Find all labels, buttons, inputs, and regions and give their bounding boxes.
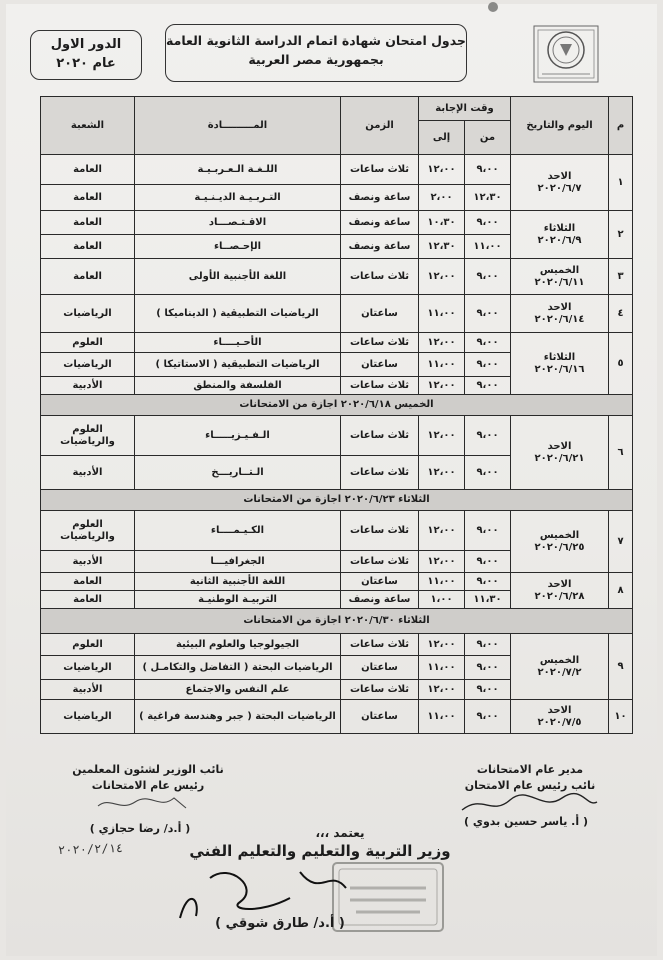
day-name: الثلاثاء (543, 223, 576, 234)
duration: ثلاث ساعات (341, 511, 419, 551)
subject: الأحـيــــاء (135, 333, 341, 353)
duration: ثلاث ساعات (341, 416, 419, 456)
table-row (41, 333, 633, 353)
time-from: ٩،٠٠ (465, 656, 511, 680)
day-date: ٢٠٢٠/٦/١١ (534, 276, 585, 288)
branch: الرياضيات (41, 700, 135, 734)
subject: التربيـة الوطنيـة (135, 591, 341, 609)
time-to: ١٢،٠٠ (419, 511, 465, 551)
duration: ساعة ونصف (341, 591, 419, 609)
time-to: ١١،٠٠ (419, 700, 465, 734)
time-to: ١١،٠٠ (419, 656, 465, 680)
duration: ساعتان (341, 700, 419, 734)
day-name: الخميس (539, 265, 580, 276)
time-from: ٩،٠٠ (465, 155, 511, 185)
table-row (41, 211, 633, 235)
time-from: ٩،٠٠ (465, 700, 511, 734)
branch: الأدبية (41, 551, 135, 573)
row-number: ٥ (609, 333, 633, 395)
time-to: ١١،٠٠ (419, 573, 465, 591)
time-to: ١٢،٠٠ (419, 634, 465, 656)
branch: العامة (41, 259, 135, 295)
branch (41, 511, 135, 551)
day-date: ٢٠٢٠/٦/٧ (537, 182, 582, 194)
holiday-note: الثلاثاء ٢٠٢٠/٦/٣٠ اجازة من الامتحانات (41, 609, 633, 634)
row-number: ١٠ (609, 700, 633, 734)
table-row (41, 155, 633, 185)
day-cell (511, 295, 609, 333)
exam-schedule-table (40, 96, 633, 734)
day-date: ٢٠٢٠/٧/٥ (537, 716, 582, 728)
day-date: ٢٠٢٠/٦/٩ (537, 234, 582, 246)
duration: ساعة ونصف (341, 211, 419, 235)
table-row (41, 511, 633, 551)
col-header-duration: الزمن (341, 97, 419, 155)
time-from: ٩،٠٠ (465, 333, 511, 353)
duration: ساعتان (341, 573, 419, 591)
duration: ساعتان (341, 295, 419, 333)
signatory-name-left: ( أ.د/ رضا حجازي ) (89, 822, 191, 835)
col-header-branch: الشعبة (41, 97, 135, 155)
holiday-note: الثلاثاء ٢٠٢٠/٦/٢٣ اجازة من الامتحانات (41, 490, 633, 511)
table-row (41, 700, 633, 734)
day-name: الاحد (547, 579, 572, 590)
day-cell (511, 211, 609, 259)
signature-block-left (48, 762, 248, 794)
holiday-note: الخميس ٢٠٢٠/٦/١٨ اجازة من الامتحانات (41, 395, 633, 416)
branch: العامة (41, 573, 135, 591)
day-cell (511, 511, 609, 573)
time-from: ٩،٠٠ (465, 377, 511, 395)
time-to: ١،٠٠ (419, 591, 465, 609)
day-name: الخميس (539, 655, 580, 666)
time-to: ١٢،٠٠ (419, 416, 465, 456)
duration: ساعتان (341, 656, 419, 680)
row-number: ٩ (609, 634, 633, 700)
time-from: ٩،٠٠ (465, 551, 511, 573)
row-number: ٢ (609, 211, 633, 259)
col-header-to: إلى (419, 121, 465, 155)
subject: الجغرافيـــا (135, 551, 341, 573)
subject: الرياضيات التطبيقية ( الاستاتيكا ) (135, 353, 341, 377)
signature-right-icon (452, 790, 602, 818)
subject: اللـغـة الـعـربـيـة (135, 155, 341, 185)
table-row (41, 634, 633, 656)
branch-line: والرياضيات (60, 530, 115, 542)
day-name: الاحد (547, 302, 572, 313)
day-name: الخميس (539, 530, 580, 541)
signatory-title: نائب رئيس عام الامتحان (464, 779, 596, 792)
col-header-subject: المـــــــــادة (135, 97, 341, 155)
day-date: ٢٠٢٠/٦/٢١ (534, 452, 585, 464)
time-to: ١٢،٠٠ (419, 333, 465, 353)
time-from: ١٢،٣٠ (465, 185, 511, 211)
day-cell (511, 700, 609, 734)
day-name: الاحد (547, 441, 572, 452)
day-cell (511, 155, 609, 211)
time-to: ١٠،٣٠ (419, 211, 465, 235)
duration: ثلاث ساعات (341, 456, 419, 490)
duration: ثلاث ساعات (341, 680, 419, 700)
branch-line: العلوم (72, 424, 103, 435)
duration: ثلاث ساعات (341, 155, 419, 185)
branch: العامة (41, 591, 135, 609)
exam-year: عام ٢٠٢٠ (56, 56, 116, 71)
time-from: ١١،٠٠ (465, 235, 511, 259)
time-to: ١٢،٠٠ (419, 456, 465, 490)
table-row (41, 259, 633, 295)
subject: الـفـيـزيـــــاء (135, 416, 341, 456)
subject: الرياضيات البحتة ( التفاضل والتكامـل ) (135, 656, 341, 680)
time-to: ١٢،٣٠ (419, 235, 465, 259)
row-number: ٦ (609, 416, 633, 490)
subject: اللغة الأجنبية الأولى (135, 259, 341, 295)
time-to: ٢،٠٠ (419, 185, 465, 211)
signatory-title: رئيس عام الامتحانات (91, 779, 205, 792)
time-to: ١٢،٠٠ (419, 377, 465, 395)
row-number: ٣ (609, 259, 633, 295)
branch: الأدبية (41, 680, 135, 700)
table-row (41, 573, 633, 591)
branch: الأدبية (41, 377, 135, 395)
duration: ثلاث ساعات (341, 634, 419, 656)
col-header-day: اليوم والتاريخ (511, 97, 609, 155)
day-cell (511, 416, 609, 490)
branch: العامة (41, 235, 135, 259)
signatory-title: مدير عام الامتحانات (476, 763, 584, 776)
time-to: ١١،٠٠ (419, 353, 465, 377)
handwritten-date: ٢٠٢٠/٢/١٤ (57, 840, 124, 858)
branch: العامة (41, 185, 135, 211)
branch: الرياضيات (41, 656, 135, 680)
time-from: ٩،٠٠ (465, 680, 511, 700)
day-date: ٢٠٢٠/٦/١٤ (534, 313, 585, 325)
day-date: ٢٠٢٠/٦/١٦ (534, 363, 585, 375)
time-to: ١١،٠٠ (419, 295, 465, 333)
time-from: ٩،٠٠ (465, 511, 511, 551)
signatory-title: نائب الوزير لشئون المعلمين (72, 763, 224, 776)
day-name: الاحد (547, 171, 572, 182)
branch: الأدبية (41, 456, 135, 490)
time-from: ٩،٠٠ (465, 416, 511, 456)
document-title: جدول امتحان شهادة اتمام الدراسة الثانوية العامة (166, 33, 466, 48)
table-row (41, 416, 633, 456)
signatory-name-right: ( أ. ياسر حسين بدوي ) (464, 815, 588, 828)
row-number: ٨ (609, 573, 633, 609)
branch: العلوم (41, 634, 135, 656)
branch: الرياضيات (41, 295, 135, 333)
subject: الرياضيات التطبيقية ( الديناميكا ) (135, 295, 341, 333)
duration: ثلاث ساعات (341, 259, 419, 295)
subject: الاقـتـصـــاد (135, 211, 341, 235)
subject: الكـيـمــــاء (135, 511, 341, 551)
time-from: ٩،٠٠ (465, 573, 511, 591)
time-to: ١٢،٠٠ (419, 259, 465, 295)
col-header-answer-time: وقت الإجابة (419, 97, 511, 121)
exam-round: الدور الاول (50, 37, 122, 52)
subject: الإحـصــاء (135, 235, 341, 259)
branch: العامة (41, 155, 135, 185)
subject: الرياضيات البحتة ( جبر وهندسة فراغية ) (135, 700, 341, 734)
time-from: ١١،٣٠ (465, 591, 511, 609)
time-from: ٩،٠٠ (465, 295, 511, 333)
time-from: ٩،٠٠ (465, 353, 511, 377)
day-date: ٢٠٢٠/٦/٢٥ (534, 541, 585, 553)
branch: العلوم (41, 333, 135, 353)
subject: الجيولوجيا والعلوم البيئية (135, 634, 341, 656)
minister-title: وزير التربية والتعليم والتعليم الفني (189, 842, 451, 860)
approval-label: يعتمد ،،، (315, 826, 365, 840)
duration: ثلاث ساعات (341, 377, 419, 395)
day-name: الاحد (547, 705, 572, 716)
time-to: ١٢،٠٠ (419, 155, 465, 185)
duration: ساعة ونصف (341, 185, 419, 211)
row-number: ٧ (609, 511, 633, 573)
time-from: ٩،٠٠ (465, 211, 511, 235)
staple-pin (488, 2, 498, 12)
time-to: ١٢،٠٠ (419, 551, 465, 573)
subject: الفلسفة والمنطق (135, 377, 341, 395)
time-from: ٩،٠٠ (465, 456, 511, 490)
row-number: ١ (609, 155, 633, 211)
col-header-from: من (465, 121, 511, 155)
branch: العامة (41, 211, 135, 235)
subject: الـتــاريـــخ (135, 456, 341, 490)
day-cell (511, 573, 609, 609)
table-row (41, 295, 633, 333)
minister-name: ( أ.د/ طارق شوقي ) (215, 916, 345, 931)
duration: ثلاث ساعات (341, 551, 419, 573)
ministry-logo-icon (498, 4, 610, 88)
duration: ساعتان (341, 353, 419, 377)
branch-line: العلوم (72, 519, 103, 530)
day-cell (511, 634, 609, 700)
duration: ثلاث ساعات (341, 333, 419, 353)
col-header-num: م (609, 97, 633, 155)
subject: اللغة الأجنبية الثانية (135, 573, 341, 591)
day-date: ٢٠٢٠/٦/٢٨ (534, 590, 585, 602)
day-name: الثلاثاء (543, 352, 576, 363)
subject: علم النفس والاجتماع (135, 680, 341, 700)
time-to: ١٢،٠٠ (419, 680, 465, 700)
document-subtitle: بجمهورية مصر العربية (248, 52, 384, 67)
day-date: ٢٠٢٠/٧/٢ (537, 666, 582, 678)
holiday-row (41, 609, 633, 634)
holiday-row (41, 395, 633, 416)
time-from: ٩،٠٠ (465, 634, 511, 656)
holiday-row (41, 490, 633, 511)
branch-line: والرياضيات (60, 435, 115, 447)
branch: الرياضيات (41, 353, 135, 377)
time-from: ٩،٠٠ (465, 259, 511, 295)
row-number: ٤ (609, 295, 633, 333)
day-cell (511, 333, 609, 395)
title-box (165, 24, 467, 82)
duration: ساعة ونصف (341, 235, 419, 259)
round-box (30, 30, 142, 80)
signature-left-icon (90, 792, 200, 816)
subject: التـربـيـة الديـنـيـة (135, 185, 341, 211)
branch (41, 416, 135, 456)
day-cell (511, 259, 609, 295)
